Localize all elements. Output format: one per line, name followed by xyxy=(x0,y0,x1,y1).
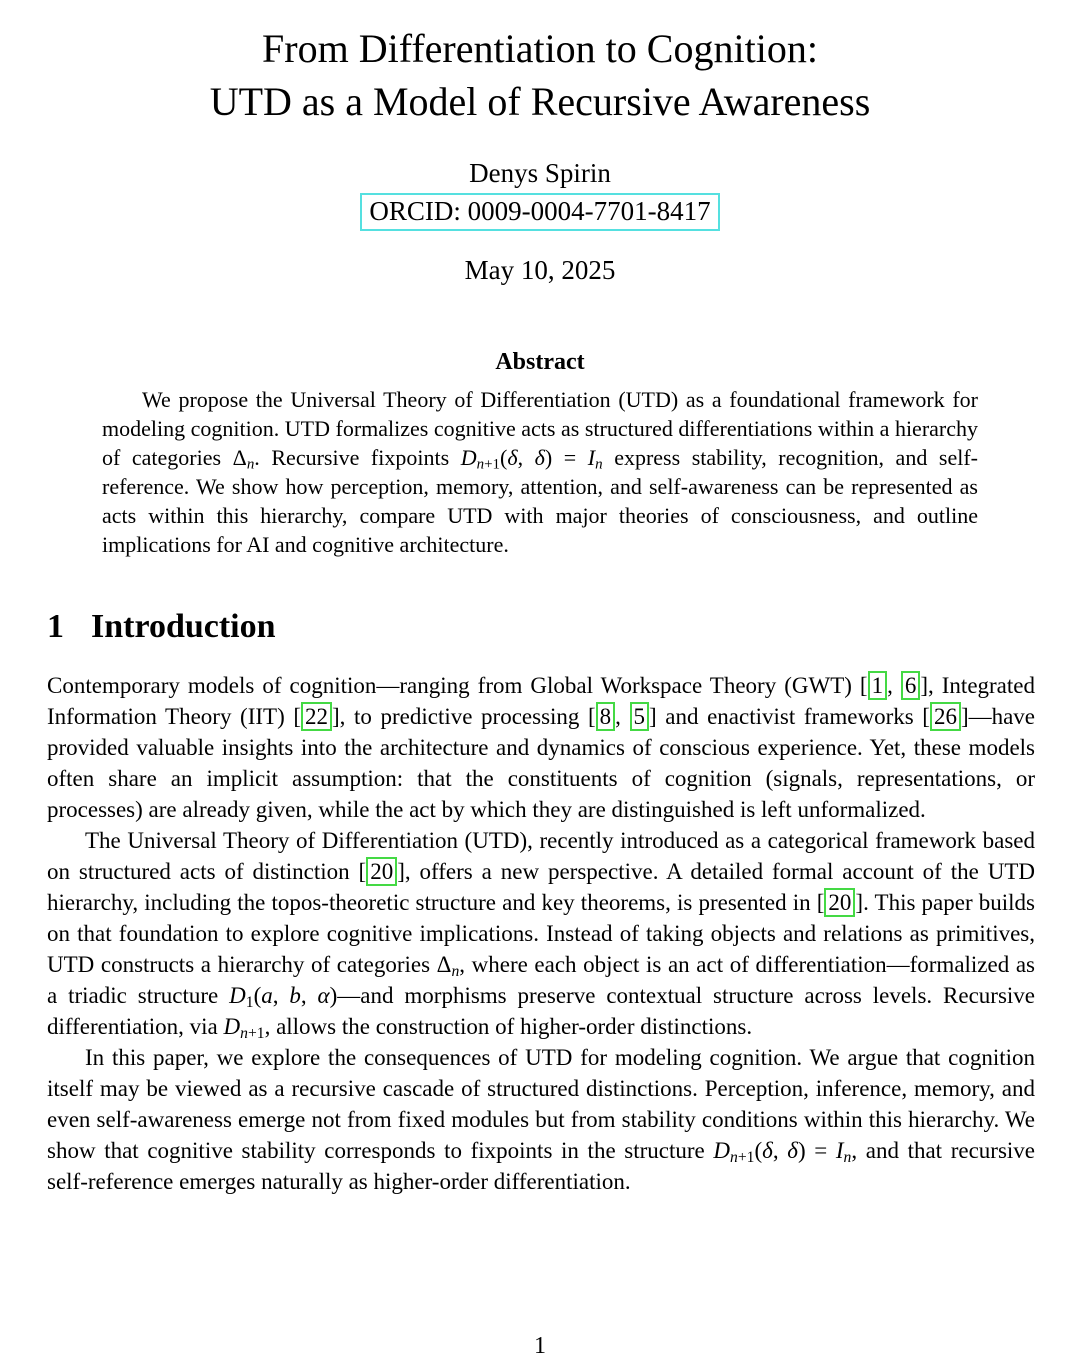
citation-20[interactable]: 20 xyxy=(824,888,855,917)
citation-5[interactable]: 5 xyxy=(630,702,650,731)
section-number: 1 xyxy=(47,608,64,645)
paper-title-line-2: UTD as a Model of Recursive Awareness xyxy=(209,79,871,124)
paper-title-line-1: From Differentiation to Cognition: xyxy=(262,26,818,71)
abstract-text: We propose the Universal Theory of Differentiation (UTD) as a foundational framework for modeling cognition. UTD formalizes cognitive acts as structured differentiations within a hierarchy of categories $\Delta_n$. Recursive fixpoints $D_{n+1}(\delta$, $\delta) = I_n$ express stability, recognition, and self-reference. We show how perception, memory, attention, and self-awareness can be represented as acts within this hierarchy, compare UTD with major theories of consciousness, and outline implications for AI and cognitive architecture. xyxy=(102,387,978,557)
citation-1[interactable]: 1 xyxy=(868,671,888,700)
paragraph-2: The Universal Theory of Differentiation (UTD), recently introduced as a categorical framework based on structured acts of distinction [ 20 ], offers a new perspective. A detailed formal account of the UTD hierarchy, including the topos-theoretic structure and key theorems, is presented in [ 20 ]. This paper builds on that foundation to explore cognitive implications. Instead of taking objects and relations as primitives, UTD constructs a hierarchy of categories $\Delta_n$, where each object is an act of differentiation—formalized as a triadic structure $D_1(a$, b, α)—and morphisms preserve contextual structure across levels. Recursive differentiation, via $D_{n+1}$, allows the construction of higher-order distinctions. xyxy=(47,828,1036,1042)
section-1-heading xyxy=(47,607,1035,647)
paragraph-3: In this paper, we explore the consequences of UTD for modeling cognition. We argue that cognition itself may be viewed as a recursive cascade of structured distinctions. Perception, inference, memory, and even self-awareness emerge not from fixed modules but from stability conditions within this hierarchy. We show that cognitive stability corresponds to fixpoints in the structure $D_{n+1}(\delta$, $\delta) = I_n$, and that recursive self-reference emerges naturally as higher-order differentiation. xyxy=(47,1045,1035,1194)
citation-22[interactable]: 22 xyxy=(301,702,332,731)
citation-26[interactable]: 26 xyxy=(930,702,961,731)
inline-math: $D_{n+1}(\delta$, $\delta) = I_n$ xyxy=(713,1138,852,1166)
introduction-body xyxy=(47,670,1035,1197)
citation-20[interactable]: 20 xyxy=(366,857,397,886)
author-name: Denys Spirin xyxy=(469,158,611,188)
page-number: 1 xyxy=(534,1333,546,1359)
paper-title xyxy=(0,0,1080,128)
inline-math: $\Delta_n$ xyxy=(436,952,460,980)
inline-math: $D_{n+1}$ xyxy=(223,1014,265,1042)
citation-8[interactable]: 8 xyxy=(596,702,616,731)
paragraph-1: Contemporary models of cognition—ranging from Global Workspace Theory (GWT) [ 1 , 6 ], Integrated Information Theory (IIT) [ 22 ], to predictive processing [ 8 , 5 ] and enactivist frameworks [ 26 ]—have provided valuable insights into the architecture and dynamics of conscious experience. Yet, these models often share an implicit assumption: that the constituents of cognition (signals, representations, or processes) are already given, while the act by which they are distinguished is left unformalized. xyxy=(47,673,1036,822)
citation-6[interactable]: 6 xyxy=(901,671,921,700)
abstract-heading: Abstract xyxy=(495,349,585,375)
section-title: Introduction xyxy=(91,608,276,645)
orcid-row xyxy=(0,193,1080,231)
inline-math: $D_1(a$, b, α) xyxy=(229,983,338,1011)
orcid-link[interactable]: ORCID: 0009-0004-7701-8417 xyxy=(360,193,719,231)
publication-date: May 10, 2025 xyxy=(464,255,616,285)
inline-math: $\Delta_n$ xyxy=(232,445,255,473)
inline-math: $D_{n+1}(\delta$, $\delta) = I_n$ xyxy=(460,445,603,473)
